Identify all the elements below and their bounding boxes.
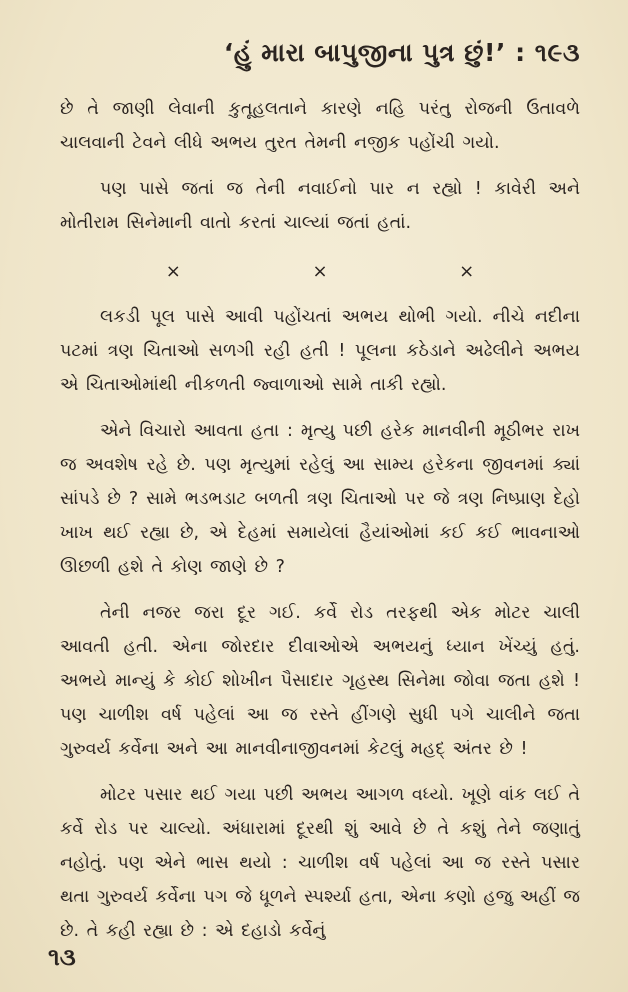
section-separator (60, 248, 580, 300)
separator-mark: × (165, 261, 181, 282)
chapter-title: ‘હું મારા બાપુજીના પુત્ર છું!’ : (223, 38, 526, 67)
signature-mark: ૧૩ (48, 943, 76, 971)
page-number: ૧૯૩ (534, 38, 580, 67)
paragraph-3: લકડી પૂલ પાસે આવી પહોંચતાં અભય થોભી ગયો. નીચે નદીના પટમાં ત્રણ ચિતાઓ સળગી રહી હતી ! પૂલના કઠેડાને અઢેલીને અભય એ ચિતાઓમાંથી નીકળતી જ્વાળાઓ સામે તાકી રહ્યો. (60, 307, 580, 395)
paragraph-2: પણ પાસે જતાં જ તેની નવાઈનો પાર ન રહ્યો ! કાવેરી અને મોતીરામ સિનેમાની વાતો કરતાં ચાલ્યાં જતાં હતાં. (60, 179, 580, 233)
separator-mark: × (459, 261, 475, 282)
running-head (150, 38, 580, 68)
paragraph-1: છે તે જાણી લેવાની કુતૂહલતાને કારણે નહિ પરંતુ રોજની ઉતાવળે ચાલવાની ટેવને લીધે અભય તુરત તેમની નજીક પહોંચી ગયો. (60, 99, 580, 153)
paragraph-6: મોટર પસાર થઈ ગયા પછી અભય આગળ વધ્યો. ખૂણે વાંક લઈ તે કર્વે રોડ પર ચાલ્યો. અંધારામાં દૂરથી શું આવે છે તે કશું તેને જણાતું નહોતું. પણ એને ભાસ થયો : ચાળીશ વર્ષ પહેલાં આ જ રસ્તે પસાર થતા ગુરુવર્ય કર્વેના પગ જે ધૂળને સ્પર્શ્યા હતા, એના કણો હજુ અહીં જ છે. તે કહી રહ્યા છે : એ દહાડો કર્વેનું (60, 785, 580, 941)
separator-mark: × (312, 261, 328, 282)
paragraph-5: તેની નજર જરા દૂર ગઈ. કર્વે રોડ તરફથી એક મોટર ચાલી આવતી હતી. એના જોરદાર દીવાઓએ અભયનું ધ્યાન ખેંચ્યું હતું. અભયે માન્યું કે કોઈ શોખીન પૈસાદાર ગૃહસ્થ સિનેમા જોવા જતા હશે ! પણ ચાળીશ વર્ષ પહેલાં આ જ રસ્તે હીંગણે સુધી પગે ચાલીને જતા ગુરુવર્ય કર્વેના અને આ માનવીનાજીવનમાં કેટલું મહદ્ અંતર છે ! (60, 603, 580, 759)
body-text (60, 92, 580, 960)
paragraph-4: એને વિચારો આવતા હતા : મૃત્યુ પછી હરેક માનવીની મૂઠીભર રાખ જ અવશેષ રહે છે. પણ મૃત્યુમાં રહેલું આ સામ્ય હરેકના જીવનમાં ક્યાં સાંપડે છે ? સામે ભડભડાટ બળતી ત્રણ ચિતાઓ પર જે ત્રણ નિષ્પ્રાણ દેહો ખાખ થઈ રહ્યા છે, એ દેહમાં સમાયેલાં હૈયાંઓમાં કઈ કઈ ભાવનાઓ ઊછળી હશે તે કોણ જાણે છે ? (60, 421, 580, 577)
